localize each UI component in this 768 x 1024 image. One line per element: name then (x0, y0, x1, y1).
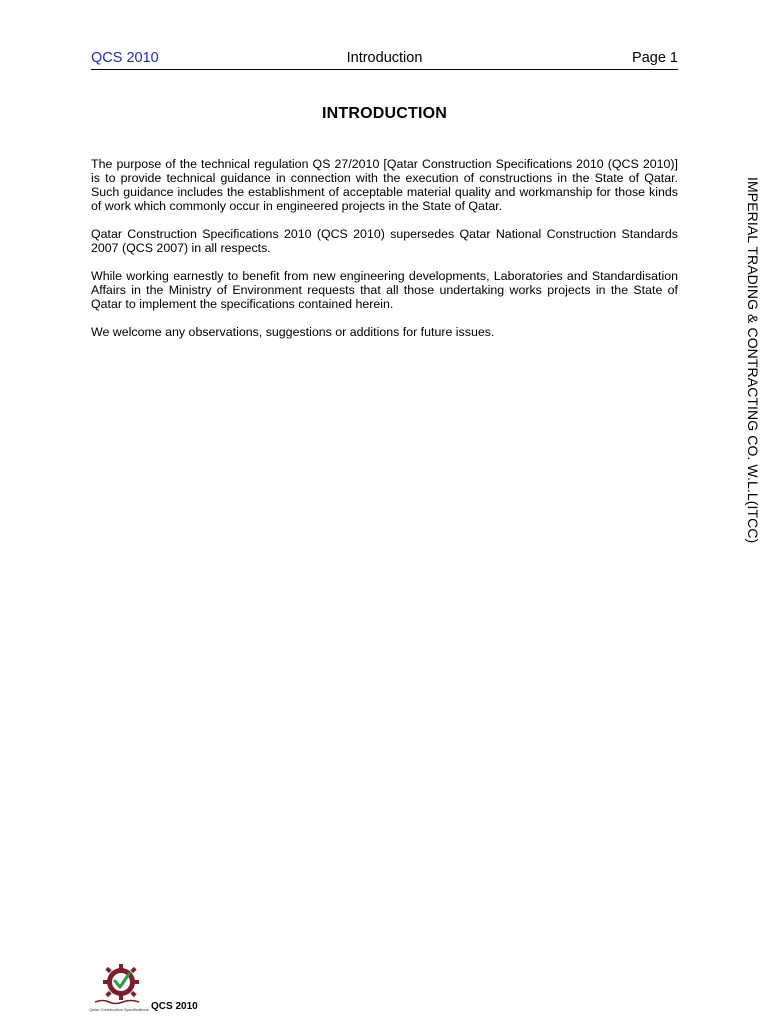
header-page-number: Page 1 (632, 50, 678, 66)
footer-label: QCS 2010 (151, 1001, 198, 1012)
body-text (91, 157, 678, 353)
header-section-title: Introduction (346, 50, 423, 66)
header-document-code: QCS 2010 (91, 50, 159, 66)
qcs-logo (89, 962, 149, 1014)
paragraph-purpose: The purpose of the technical regulation QS 27/2010 [Qatar Construction Specifications 2010 (QCS 2010)] is to provide technical guidance in connection with the execution of constructions in the State of Qatar. Such guidance includes the establishment of acceptable material quality and workmanship for those kinds of work which commonly occur in engineered projects in the State of Qatar. (91, 157, 678, 213)
paragraph-supersedes: Qatar Construction Specifications 2010 (QCS 2010) supersedes Qatar National Construction Standards 2007 (QCS 2007) in all respects. (91, 227, 678, 255)
logo-caption: Qatar Construction Specifications (89, 1007, 149, 1012)
page-title: INTRODUCTION (321, 105, 448, 122)
gear-check-logo-icon (89, 962, 149, 1014)
page-header (91, 49, 678, 70)
paragraph-implementation: While working earnestly to benefit from new engineering developments, Laboratories and Standardisation Affairs in the Ministry of Environment requests that all those undertaking works projects in the State of Qatar to implement the specifications contained herein. (91, 269, 678, 311)
side-watermark: IMPERIAL TRADING & CONTRACTING CO. W.L.L(ITCC) (745, 177, 761, 544)
paragraph-feedback: We welcome any observations, suggestions or additions for future issues. (91, 325, 495, 339)
